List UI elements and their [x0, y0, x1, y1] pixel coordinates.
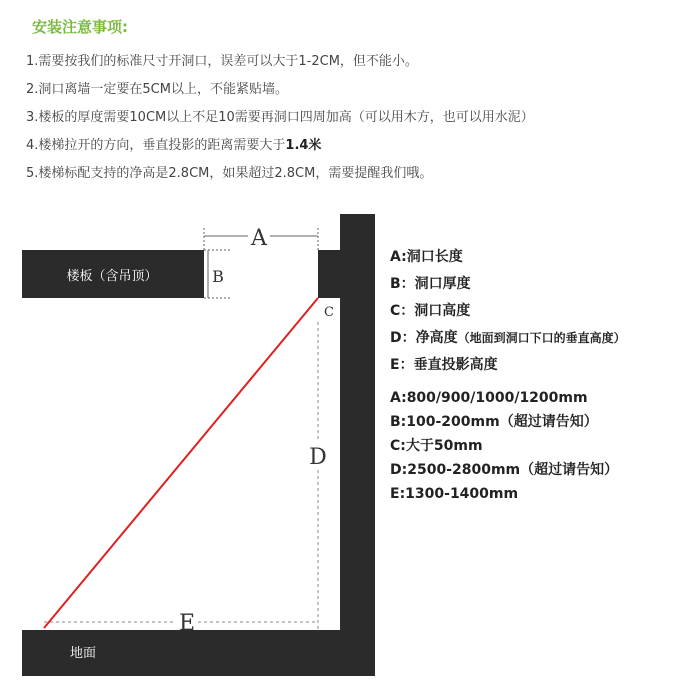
legend-item-b: B：洞口厚度 [390, 276, 471, 292]
dim-b-label: B [212, 267, 224, 286]
dimension-legend [390, 244, 626, 379]
right-wall [340, 214, 375, 676]
spec-d: D:2500-2800mm（超过请告知） [390, 462, 619, 478]
legend-item-d: D：净高度（地面到洞口下口的垂直高度） [390, 330, 626, 346]
dim-a-label: A [251, 226, 267, 251]
spec-e: E:1300-1400mm [390, 486, 519, 502]
spec-a: A:800/900/1000/1200mm [390, 390, 588, 406]
legend-item-a: A:洞口长度 [390, 249, 463, 265]
floor-slab-label: 楼板（含吊顶） [66, 269, 158, 284]
installation-notes-title: 安装注意事项: [32, 18, 128, 36]
note-item: 3.楼板的厚度需要10CM以上不足10需要再洞口四周加高（可以用木方，也可以用水泥） [26, 110, 534, 125]
spec-b: B:100-200mm（超过请告知） [390, 414, 598, 430]
spec-c: C:大于50mm [390, 438, 483, 454]
legend-item-c: C：洞口高度 [390, 303, 471, 319]
note-item: 1.需要按我们的标准尺寸开洞口，误差可以大于1-2CM，但不能小。 [26, 54, 418, 69]
dim-c-label: C [324, 305, 334, 320]
ground-label: 地面 [70, 646, 97, 661]
dimension-specs [390, 386, 618, 506]
dim-e-label: E [178, 611, 196, 636]
opening-edge-slab [318, 250, 340, 298]
stair-line [44, 298, 318, 628]
legend-item-e: E：垂直投影高度 [390, 357, 498, 373]
dim-d-label: D [309, 445, 327, 470]
note-item: 2.洞口离墙一定要在5CM以上，不能紧贴墙。 [26, 82, 288, 97]
note-item: 4.楼梯拉开的方向，垂直投影的距离需要大于1.4米 [26, 138, 322, 153]
note-item: 5.楼梯标配支持的净高是2.8CM，如果超过2.8CM，需要提醒我们哦。 [26, 166, 433, 181]
